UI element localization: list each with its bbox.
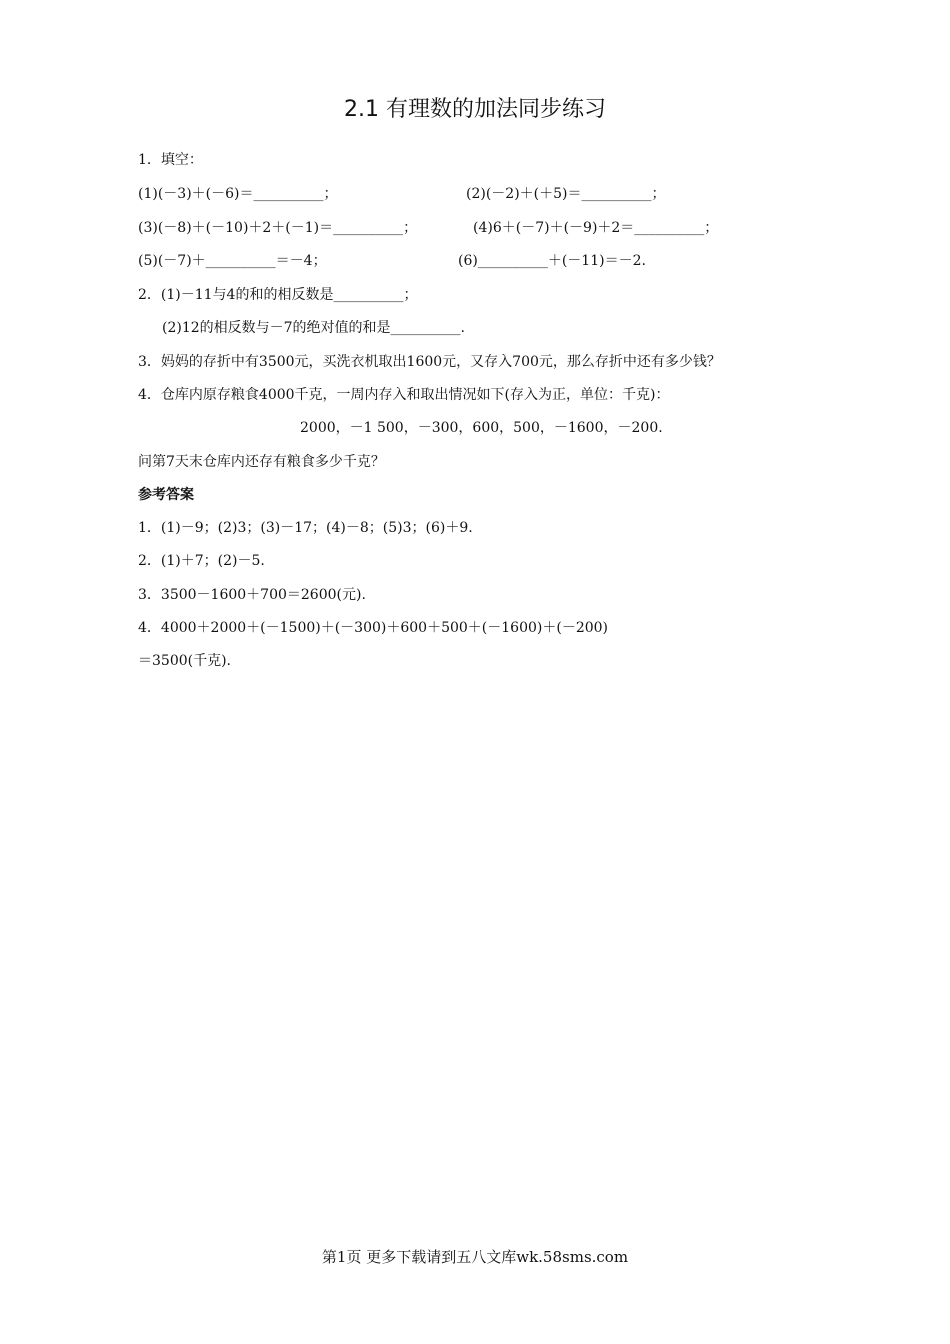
page-footer: 第1页 更多下载请到五八文库wk.58sms.com bbox=[321, 1248, 629, 1266]
question-2-item-1: 2．(1)－11与4的和的相反数是__________； bbox=[138, 287, 418, 303]
question-1-item-6: (6)__________＋(－11)＝－2. bbox=[458, 253, 646, 269]
answer-4-line-1: 4．4000＋2000＋(－1500)＋(－300)＋600＋500＋(－1600)＋(－200) bbox=[138, 620, 609, 636]
question-4: 4．仓库内原存粮食4000千克，一周内存入和取出情况如下(存入为正，单位：千克)： bbox=[138, 387, 670, 403]
answer-1: 1．(1)－9；(2)3；(3)－17；(4)－8；(5)3；(6)＋9. bbox=[138, 520, 473, 536]
question-1-item-2: (2)(－2)＋(＋5)＝__________； bbox=[466, 186, 666, 202]
answer-4-line-2: ＝3500(千克). bbox=[138, 653, 232, 669]
question-3: 3．妈妈的存折中有3500元，买洗衣机取出1600元，又存入700元，那么存折中还有多少钱？ bbox=[138, 354, 721, 370]
question-2-item-2: (2)12的相反数与－7的绝对值的和是__________. bbox=[162, 320, 466, 336]
question-1-heading: 1．填空： bbox=[138, 152, 203, 168]
answer-3: 3．3500－1600＋700＝2600(元). bbox=[138, 587, 366, 603]
question-1-item-3: (3)(－8)＋(－10)＋2＋(－1)＝__________； bbox=[138, 220, 418, 236]
question-4-question: 问第7天末仓库内还存有粮食多少千克？ bbox=[138, 454, 385, 470]
question-1-item-4: (4)6＋(－7)＋(－9)＋2＝__________； bbox=[473, 220, 719, 236]
question-1-item-5: (5)(－7)＋__________＝－4； bbox=[138, 253, 327, 269]
question-4-data: 2000，－1 500，－300，600，500，－1600，－200. bbox=[300, 420, 663, 436]
answers-heading: 参考答案 bbox=[138, 487, 194, 503]
question-1-item-1: (1)(－3)＋(－6)＝__________； bbox=[138, 186, 338, 202]
answer-2: 2．(1)＋7；(2)－5. bbox=[138, 553, 265, 569]
page-title: 2.1 有理数的加法同步练习 bbox=[344, 97, 606, 122]
